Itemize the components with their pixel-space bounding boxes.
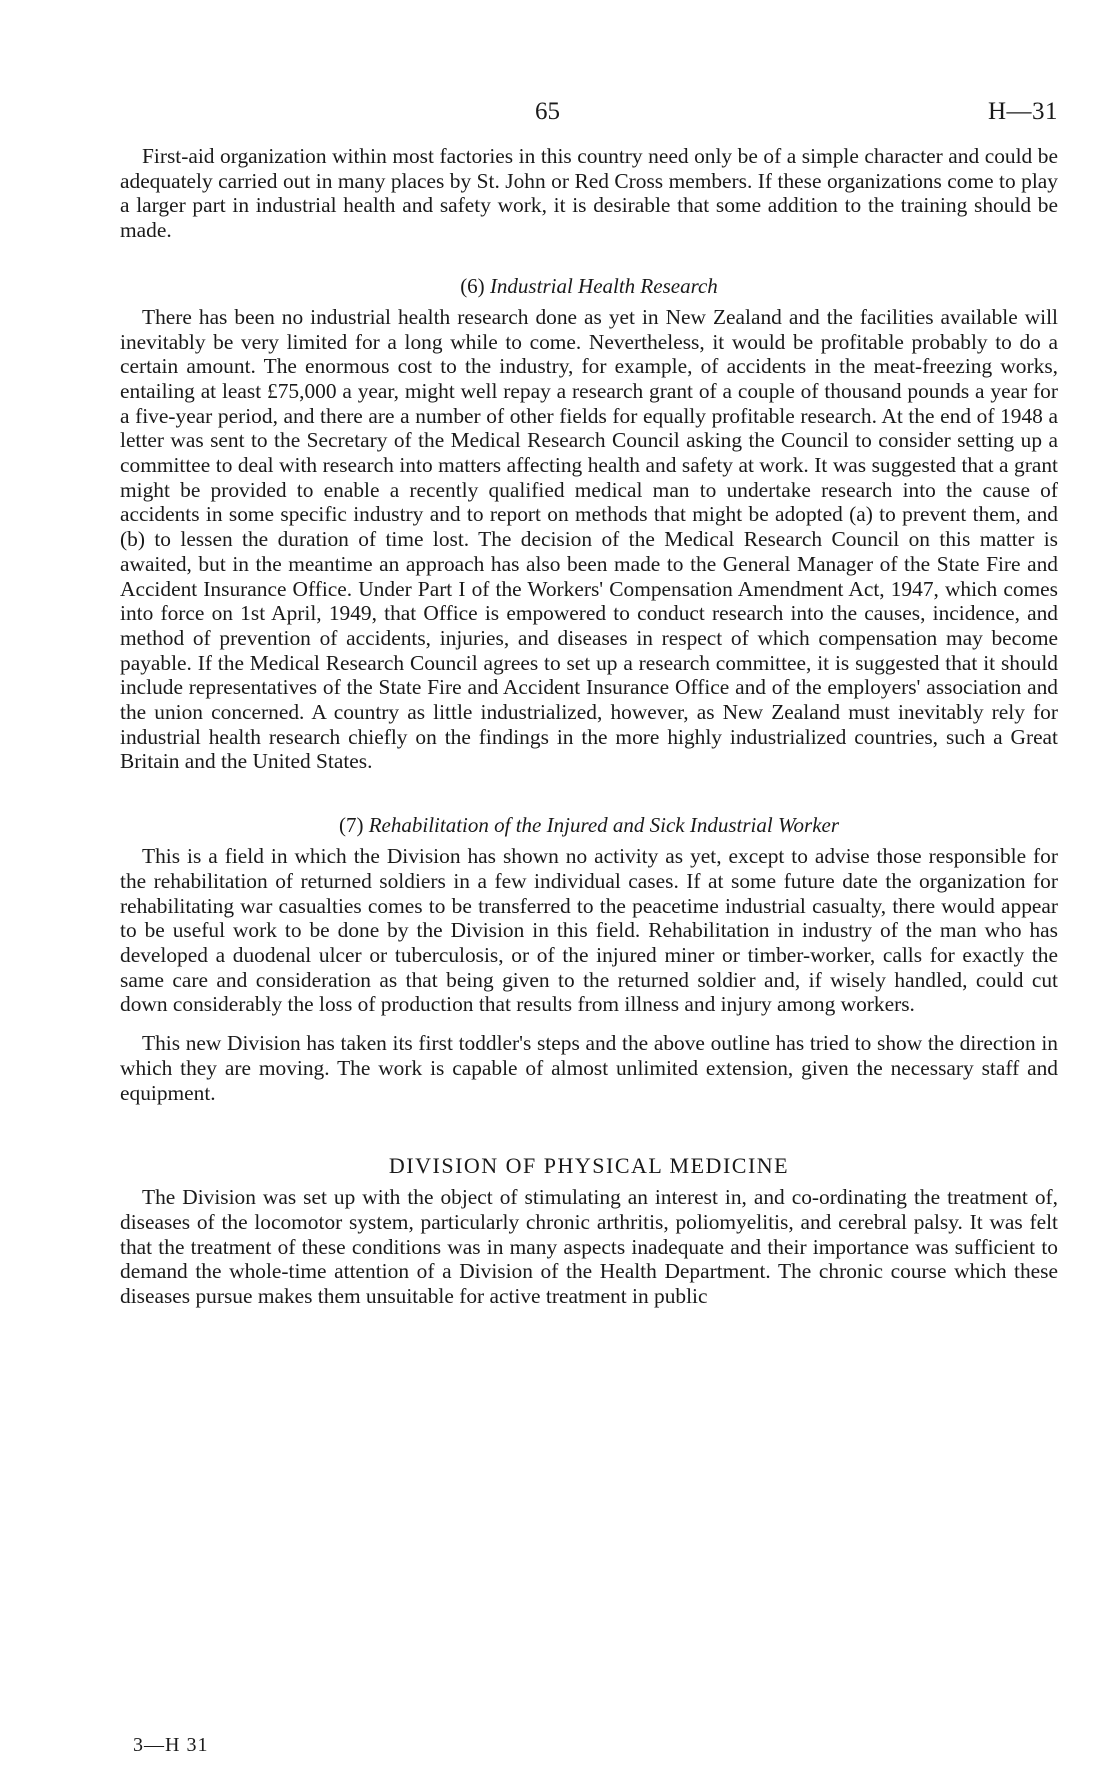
section-heading-industrial-health-research <box>120 273 1058 299</box>
paragraph-research: There has been no industrial health research done as yet in New Zealand and the facilities available will inevitably be very limited for a long while to come. Nevertheless, it would be profitable probably to do a certain amount. The enormous cost to the industry, for example, of accidents in the meat-freezing works, entailing at least £75,000 a year, might well repay a research grant of a couple of thousand pounds a year for a five-year period, and there are a number of other fields for equally profitable research. At the end of 1948 a letter was sent to the Secretary of the Medical Research Council asking the Council to consider setting up a committee to deal with research into matters affecting health and safety at work. It was suggested that a grant might be provided to enable a recently qualified medical man to undertake research into the cause of accidents in some specific industry and to report on methods that might be adopted (a) to prevent them, and (b) to lessen the duration of time lost. The decision of the Medical Research Council on this matter is awaited, but in the meantime an approach has also been made to the General Manager of the State Fire and Accident Insurance Office. Under Part I of the Workers' Compensation Amendment Act, 1947, which comes into force on 1st April, 1949, that Office is empowered to conduct research into the causes, incidence, and method of prevention of accidents, injuries, and diseases in respect of which compensation may become payable. If the Medical Research Council agrees to set up a research committee, it is suggested that it should include representatives of the State Fire and Accident Insurance Office and of the employers' association and the union concerned. A country as little industrialized, however, as New Zealand must inevitably rely for industrial health research chiefly on the findings in the more highly industrialized countries, such a Great Britain and the United States. <box>120 304 1058 774</box>
page-body <box>120 144 1058 1309</box>
section-heading-rehabilitation <box>120 812 1058 838</box>
division-heading: DIVISION OF PHYSICAL MEDICINE <box>388 1153 790 1179</box>
document-reference: H—31 <box>987 98 1058 125</box>
signature-mark: 3—H 31 <box>133 1734 209 1756</box>
page-number: 65 <box>535 98 560 125</box>
paragraph-rehabilitation: This is a field in which the Division has shown no activity as yet, except to advise those responsible for the rehabilitation of returned soldiers in a few individual cases. If at some future date the organization for rehabilitating war casualties comes to be transferred to the peacetime industrial casualty, there would appear to be useful work to be done by the Division in this field. Rehabilitation in industry of the man who has developed a duodenal ulcer or tuberculosis, or of the injured miner or timber-worker, calls for exactly the same care and consideration as that being given to the returned soldier and, if wisely handled, could cut down considerably the loss of production that results from illness and injury among workers. <box>120 844 1058 1017</box>
section-number: (6) <box>460 273 485 298</box>
paragraph-toddler-steps: This new Division has taken its first toddler's steps and the above outline has tried to show the direction in which they are moving. The work is capable of almost unlimited extension, given the necessary staff and equipment. <box>120 1031 1058 1105</box>
section-title: Industrial Health Research <box>489 273 718 298</box>
section-title: Rehabilitation of the Injured and Sick Industrial Worker <box>368 813 840 838</box>
paragraph-first-aid: First-aid organization within most factories in this country need only be of a simple character and could be adequately carried out in many places by St. John or Red Cross members. If these organizations come to play a larger part in industrial health and safety work, it is desirable that some addition to the training should be made. <box>120 144 1058 243</box>
section-number: (7) <box>338 813 364 838</box>
paragraph-physical-medicine: The Division was set up with the object of stimulating an interest in, and co-ordinating the treatment of, diseases of the locomotor system, particularly chronic arthritis, poliomyelitis, and cerebral palsy. It was felt that the treatment of these conditions was in many aspects inadequate and their importance was sufficient to demand the whole-time attention of a Division of the Health Department. The chronic course which these diseases pursue makes them unsuitable for active treatment in public <box>120 1185 1058 1309</box>
